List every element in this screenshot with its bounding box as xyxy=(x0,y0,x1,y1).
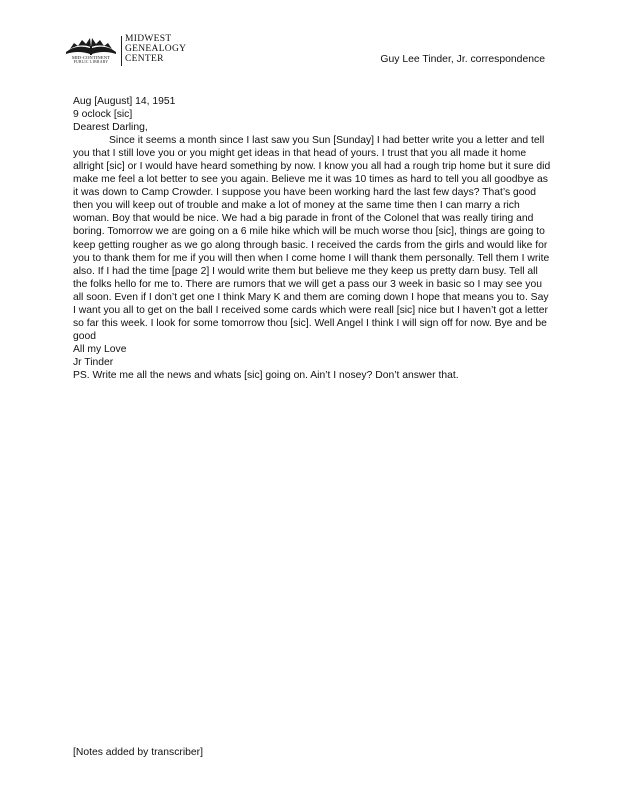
letter-salutation: Dearest Darling, xyxy=(73,122,148,134)
logo-name-line2: GENEALOGY xyxy=(125,43,187,54)
letter-postscript: PS. Write me all the news and whats [sic] going on. Ain’t I nosey? Don’t answer that. xyxy=(73,369,459,381)
logo-divider xyxy=(121,36,122,66)
letter-transcription xyxy=(73,95,551,382)
logo-subtitle xyxy=(62,55,120,65)
logo-subtitle-line1: MID-CONTINENT xyxy=(71,55,111,60)
letter-body: Since it seems a month since I last saw you Sun [Sunday] I had better write you a letter and tell you that I still love you or you might get ideas in that head of yours. I trust that you all made it home allright [sic] or I would have heard something by now. I know you all had a rough trip home but it sure did make me feel a lot better to see you again. Believe me it was 10 times as hard to tell you all goodbye as it was down to Camp Crowder. I suppose you have been working hard the last few days? That’s good then you will keep out of trouble and make a lot of money at the same time then I can marry a rich woman. Boy that would be nice. We had a big parade in front of the Colonel that was really tiring and boring. Tomorrow we are going on a 6 mile hike which will be much worse thou [sic], things are going to keep getting rougher as we go along through basic. I received the cards from the girls and would like for you to thank them for me if you will then when I come home I will thank them personally. Tell them I write also. If I had the time [page 2] I would write them but believe me they keep us pretty darn busy. Tell all the folks hello for me to. There are rumors that we will get a pass our 3 week in basic so I may see you all soon. Even if I don’t get one I think Mary K and them are coming down I hope that means you to. Say I want you all to get on the ball I received some cards which were reall [sic] nice but I haven’t got a letter so far this week. I look for some tomorrow thou [sic]. Well Angel I think I will sign off for now. Bye and be good xyxy=(73,135,551,342)
letter-date: Aug [August] 14, 1951 xyxy=(73,96,176,107)
logo-name-line1: MIDWEST xyxy=(125,34,172,44)
library-logo xyxy=(62,34,202,68)
logo-name xyxy=(125,35,186,64)
logo-name-line3: CENTER xyxy=(125,53,164,64)
collection-title: Guy Lee Tinder, Jr. correspondence xyxy=(380,54,545,65)
letter-signature: Jr Tinder xyxy=(73,356,114,368)
logo-subtitle-line2: PUBLIC LIBRARY xyxy=(73,60,109,64)
letter-closing: All my Love xyxy=(73,343,127,355)
letter-time: 9 oclock [sic] xyxy=(73,109,133,121)
transcriber-notes: [Notes added by transcriber] xyxy=(73,747,203,758)
